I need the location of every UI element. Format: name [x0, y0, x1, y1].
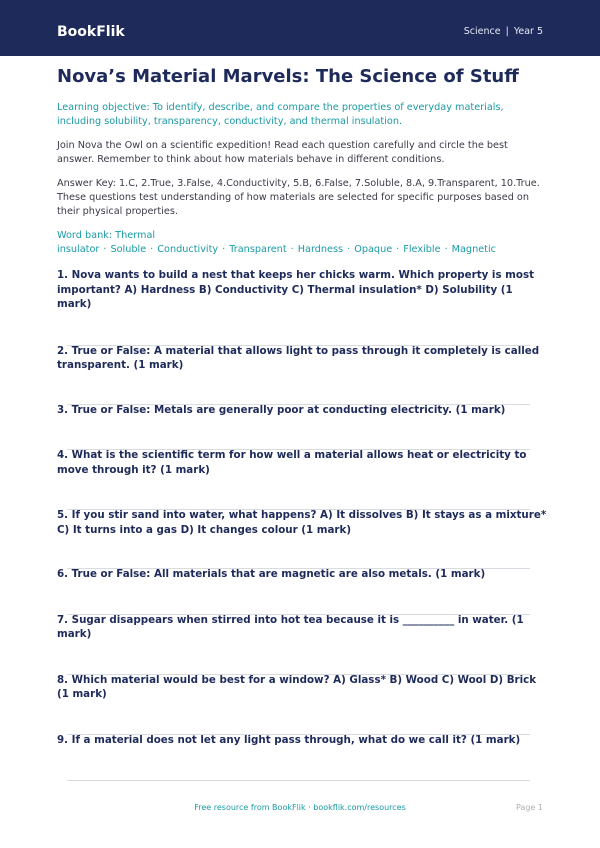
word-bank-label: Word bank:	[57, 230, 113, 241]
question-list	[57, 268, 547, 781]
subject-year-label	[464, 25, 543, 39]
word-separator: ·	[290, 244, 294, 255]
worksheet-title: Nova’s Material Marvels: The Science of Stuff	[57, 66, 519, 87]
word-separator: ·	[396, 244, 400, 255]
worksheet-intro	[57, 65, 542, 257]
question-9: 9. If a material does not let any light pass through, what do we call it? (1 mark)	[57, 733, 521, 746]
header-separator: |	[505, 26, 509, 37]
learning-objective: Learning objective: To identify, describe, and compare the properties of everyday materials, including solubility, transparency, conductivity, and thermal insulation.	[57, 102, 504, 127]
word-bank-item: Flexible	[403, 244, 441, 255]
subject-label: Science	[463, 26, 501, 37]
word-bank-item: Transparent	[229, 244, 287, 255]
question-3: 3. True or False: Metals are generally poor at conducting electricity. (1 mark)	[57, 403, 506, 416]
answer-line	[67, 780, 530, 781]
question-1: 1. Nova wants to build a nest that keeps her chicks warm. Which property is most important? A) Hardness B) Conductivity C) Thermal insulation* D) Solubility (1 mark)	[57, 269, 535, 310]
word-separator: ·	[444, 244, 448, 255]
word-bank-item: Conductivity	[157, 244, 219, 255]
word-bank	[57, 229, 542, 257]
footer-credit-link[interactable]: Free resource from BookFlik · bookflik.com/resources	[194, 803, 406, 812]
brand-logo[interactable]: BookFlik	[57, 24, 125, 40]
question-4: 4. What is the scientific term for how well a material allows heat or electricity to move through it? (1 mark)	[57, 449, 527, 476]
word-bank-item: Hardness	[297, 244, 344, 255]
question-7: 7. Sugar disappears when stirred into hot tea because it is __________ in water. (1 mark)	[57, 613, 524, 640]
word-separator: ·	[222, 244, 226, 255]
answer-key: Answer Key: 1.C, 2.True, 3.False, 4.Conductivity, 5.B, 6.False, 7.Soluble, 8.A, 9.Transparent, 10.True. These questions test understanding of how materials are selected for specific purposes based on their physical properties.	[57, 178, 540, 217]
question-8: 8. Which material would be best for a window? A) Glass* B) Wood C) Wool D) Brick (1 mark)	[57, 673, 537, 700]
word-separator: ·	[103, 244, 107, 255]
word-bank-item: Soluble	[110, 244, 147, 255]
word-bank-item: Thermal insulator	[57, 230, 156, 255]
page-number: Page 1	[516, 803, 543, 812]
page-header	[0, 0, 600, 56]
word-separator: ·	[347, 244, 351, 255]
word-bank-item: Opaque	[354, 244, 393, 255]
question-5: 5. If you stir sand into water, what happens? A) It dissolves B) It stays as a mixture* C) It turns into a gas D) It changes colour (1 mark)	[57, 509, 547, 536]
intro-text: Join Nova the Owl on a scientific expedition! Read each question carefully and circle the best answer. Remember to think about how materials behave in different conditions.	[57, 140, 508, 165]
question-2: 2. True or False: A material that allows light to pass through it completely is called transparent. (1 mark)	[57, 344, 540, 371]
question-6: 6. True or False: All materials that are magnetic are also metals. (1 mark)	[57, 568, 486, 580]
year-label: Year 5	[513, 26, 543, 37]
word-bank-item: Magnetic	[451, 244, 497, 255]
word-separator: ·	[150, 244, 154, 255]
